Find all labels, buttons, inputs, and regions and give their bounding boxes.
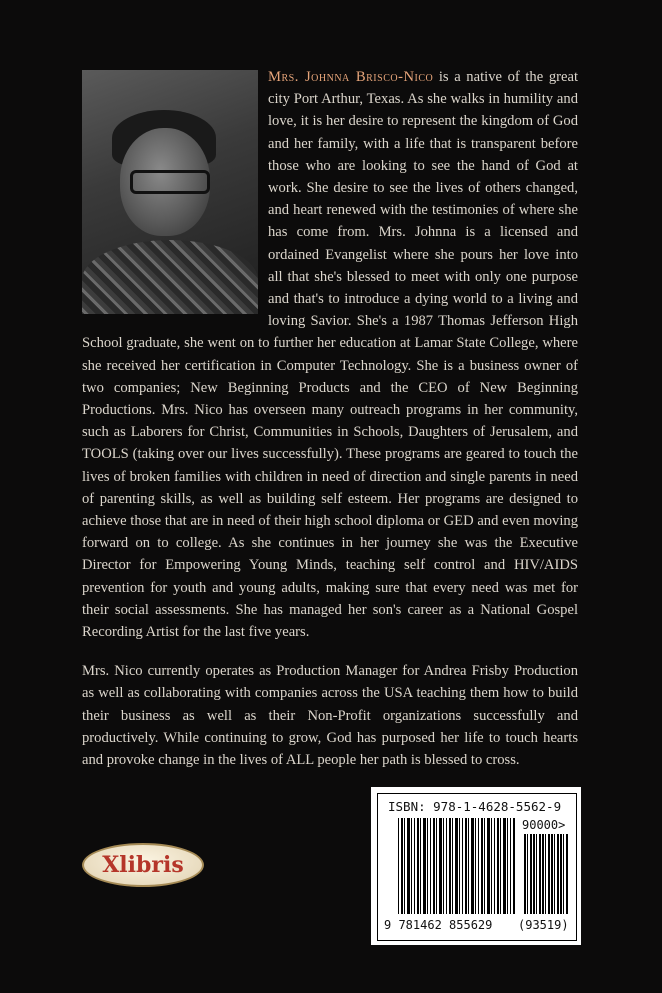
bio-text-block bbox=[82, 66, 578, 788]
barcode-addon-bars bbox=[524, 834, 568, 914]
barcode-main-bars bbox=[398, 818, 516, 914]
isbn-barcode-box bbox=[371, 787, 581, 945]
author-name: Mrs. Johnna Brisco-Nico bbox=[268, 69, 434, 85]
publisher-logo bbox=[82, 843, 204, 887]
barcode-addon-text: 90000> bbox=[522, 818, 566, 832]
barcode-frame bbox=[377, 793, 577, 941]
barcode-price-code: (93519) bbox=[518, 918, 569, 932]
isbn-label: ISBN: 978-1-4628-5562-9 bbox=[388, 799, 562, 814]
barcode-digits: 9 781462 855629 bbox=[384, 918, 493, 932]
bio-paragraph-2: Mrs. Nico currently operates as Production Manager for Andrea Frisby Production as well as collaborating with companies across the USA teaching them how to build their business as well as their Non-Profit organizations successfully and productively. While continuing to grow, God has purposed her life to touch hearts and provoke change in the lives of ALL people her path is blessed to cross. bbox=[82, 663, 578, 769]
bio-paragraph-1-text: is a native of the great city Port Arthur, Texas. As she walks in humility and love, it is her desire to represent the kingdom of God and her family, with a life that is transparent before those who are looking to see the hand of God at work. She desire to see the lives of others changed, and heart renewed with the testimonies of where she has come from. Mrs. Johnna is a licensed and ordained Evangelist where she pours her love into all that she's blessed to meet with only one purpose and that's to introduce a dying world to a living and loving Savior. She's a 1987 Thomas Jefferson High School graduate, she went on to further her education at Lamar State College, where she received her certification in Computer Technology. She is a business owner of two companies; New Beginning Products and the CEO of New Beginning Productions. Mrs. Nico has overseen many outreach programs in her community, such as Laborers for Christ, Communities in Schools, Daughters of Jerusalem, and TOOLS (taking over our lives successfully). These programs are geared to touch the lives of broken families with children in need of direction and single parents in need of parenting skills, as well as building self esteem. Her programs are designed to achieve those that are in need of their high school diploma or GED and even moving forward on to college. As she continues in her journey she was the Executive Director for Empowering Young Minds, teaching self control and HIV/AIDS prevention for youth and young adults, making sure that every need was met for their social assessments. She has managed her son's career as a National Gospel Recording Artist for the last five years. bbox=[82, 69, 579, 641]
author-photo bbox=[82, 70, 258, 314]
author-glasses bbox=[130, 170, 210, 194]
publisher-logo-text: Xlibris bbox=[102, 852, 184, 878]
author-body bbox=[82, 240, 258, 314]
